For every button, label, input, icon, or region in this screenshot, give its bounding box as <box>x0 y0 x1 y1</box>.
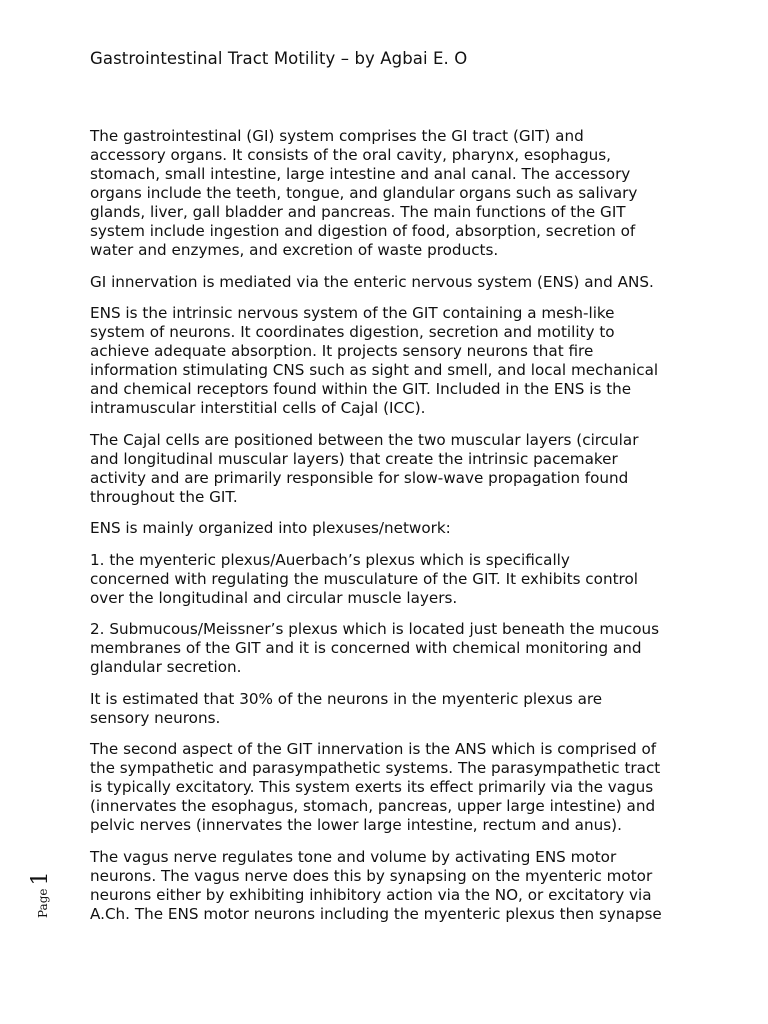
page-number-marker <box>28 858 58 918</box>
paragraph-cajal-cells: The Cajal cells are positioned between the two muscular layers (circular and longitudinal muscular layers) that create the intrinsic pacemaker activity and are primarily responsible for slow-wave propagation found throughout the GIT. <box>90 430 639 506</box>
page-number: 1 <box>28 871 53 886</box>
paragraph-gi-system-overview: The gastrointestinal (GI) system comprises the GI tract (GIT) and accessory organs. It consists of the oral cavity, pharynx, esophagus, stomach, small intestine, large intestine and anal canal. The accessory organs include the teeth, tongue, and glandular organs such as salivary glands, liver, gall bladder and pancreas. The main functions of the GIT system include ingestion and digestion of food, absorption, secretion of water and enzymes, and excretion of waste products. <box>90 127 638 259</box>
paragraph-ens-plexuses-intro: ENS is mainly organized into plexuses/network: <box>90 519 451 537</box>
paragraph-gi-innervation: GI innervation is mediated via the enteric nervous system (ENS) and ANS. <box>90 272 654 291</box>
paragraph-ans-innervation: The second aspect of the GIT innervation is the ANS which is comprised of the sympathetic and parasympathetic systems. The parasympathetic tract is typically excitatory. This system exerts its effect primarily via the vagus (innervates the esophagus, stomach, pancreas, upper large intestine) and pelvic nerves (innervates the lower large intestine, rectum and anus). <box>90 740 661 834</box>
paragraph-ens-description: ENS is the intrinsic nervous system of the GIT containing a mesh-like system of neurons. It coordinates digestion, secretion and motility to achieve adequate absorption. It projects sensory neurons that fire information stimulating CNS such as sight and smell, and local mechanical and chemical receptors found within the GIT. Included in the ENS is the intramuscular interstitial cells of Cajal (ICC). <box>90 304 659 417</box>
list-item-submucous-plexus: 2. Submucous/Meissner’s plexus which is located just beneath the mucous membranes of the GIT and it is concerned with chemical monitoring and glandular secretion. <box>90 620 660 676</box>
paragraph-vagus-nerve: The vagus nerve regulates tone and volume by activating ENS motor neurons. The vagus nerve does this by synapsing on the myenteric motor neurons either by exhibiting inhibitory action via the NO, or excitatory via A.Ch. The ENS motor neurons including the myenteric plexus then synapse <box>90 847 662 923</box>
paragraph-sensory-neurons-estimate: It is estimated that 30% of the neurons in the myenteric plexus are sensory neurons. <box>90 689 603 727</box>
document-title: Gastrointestinal Tract Motility – by Agbai E. O <box>90 49 468 68</box>
list-item-myenteric-plexus: 1. the myenteric plexus/Auerbach’s plexus which is specifically concerned with regulating the musculature of the GIT. It exhibits control over the longitudinal and circular muscle layers. <box>90 550 638 607</box>
document-body <box>90 127 685 936</box>
page-label: Page <box>36 888 50 918</box>
